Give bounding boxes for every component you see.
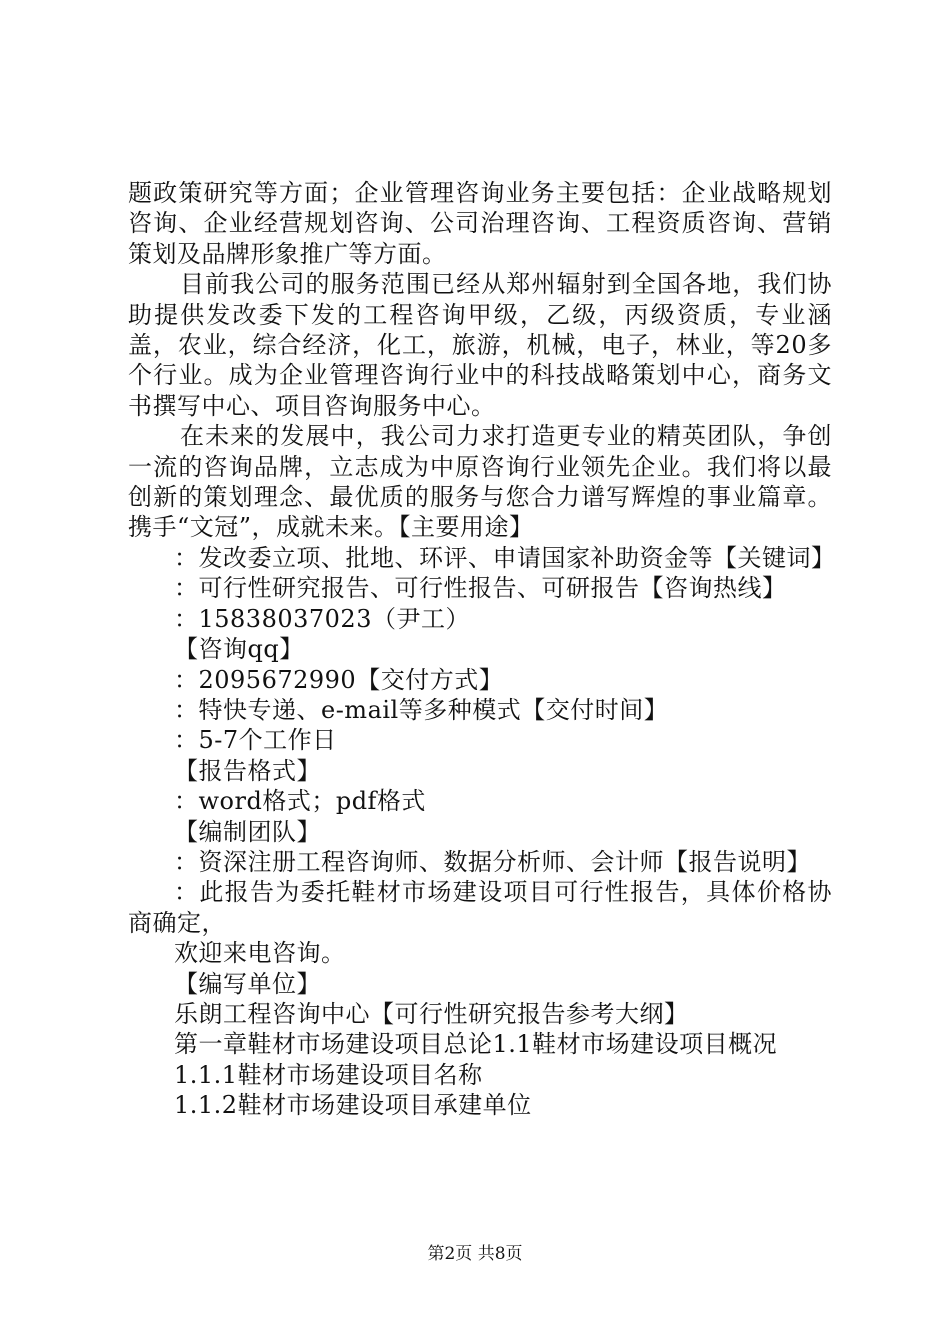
paragraph-main-uses: ：发改委立项、批地、环评、申请国家补助资金等【关键词】 [174,543,836,572]
paragraph-report-format: ：word格式；pdf格式 [174,787,426,816]
paragraph-welcome: 欢迎来电咨询。 [174,939,346,968]
paragraph-author-label: 【编写单位】 [174,969,321,998]
paragraph-qq-number: ：2095672990【交付方式】 [174,665,504,694]
paragraph-section-builder: 1.1.2鞋材市场建设项目承建单位 [174,1091,532,1120]
paragraph-section-name: 1.1.1鞋材市场建设项目名称 [174,1060,483,1089]
paragraph-delivery-method: ：特快专递、e-mail等多种模式【交付时间】 [174,695,669,724]
paragraph-consulting-scope: 题政策研究等方面；企业管理咨询业务主要包括：企业战略规划咨询、企业经营规划咨询、公司治理咨询、工程资质咨询、营销策划及品牌形象推广等方面。 [128,179,832,268]
paragraph-author: 乐朗工程咨询中心【可行性研究报告参考大纲】 [174,999,689,1028]
paragraph-hotline: ：15838037023（尹工） [174,604,470,633]
paragraph-report-note: ：此报告为委托鞋材市场建设项目可行性报告，具体价格协商确定， [128,878,832,937]
paragraph-future-development: 在未来的发展中，我公司力求打造更专业的精英团队，争创一流的咨询品牌，立志成为中原咨询行业领先企业。我们将以最创新的策划理念、最优质的服务与您合力谱写辉煌的事业篇章。携手“文冠”，成就未来。【主要用途】 [128,422,832,542]
paragraph-team-label: 【编制团队】 [174,817,321,846]
paragraph-report-format-label: 【报告格式】 [174,756,321,785]
paragraph-delivery-time: ：5-7个工作日 [174,726,337,755]
document-body [128,178,836,1121]
paragraph-keywords: ：可行性研究报告、可行性报告、可研报告【咨询热线】 [174,574,787,603]
paragraph-service-range: 目前我公司的服务范围已经从郑州辐射到全国各地，我们协助提供发改委下发的工程咨询甲级，乙级，丙级资质，专业涵盖，农业，综合经济，化工，旅游，机械，电子，林业，等20多个行业。成为企业管理咨询行业中的科技战略策划中心，商务文书撰写中心、项目咨询服务中心。 [128,270,832,420]
paragraph-chapter-one: 第一章鞋材市场建设项目总论1.1鞋材市场建设项目概况 [174,1030,778,1059]
paragraph-team: ：资深注册工程咨询师、数据分析师、会计师【报告说明】 [174,847,811,876]
page-number-footer: 第2页 共8页 [427,1244,523,1264]
paragraph-qq-label: 【咨询qq】 [174,635,304,664]
